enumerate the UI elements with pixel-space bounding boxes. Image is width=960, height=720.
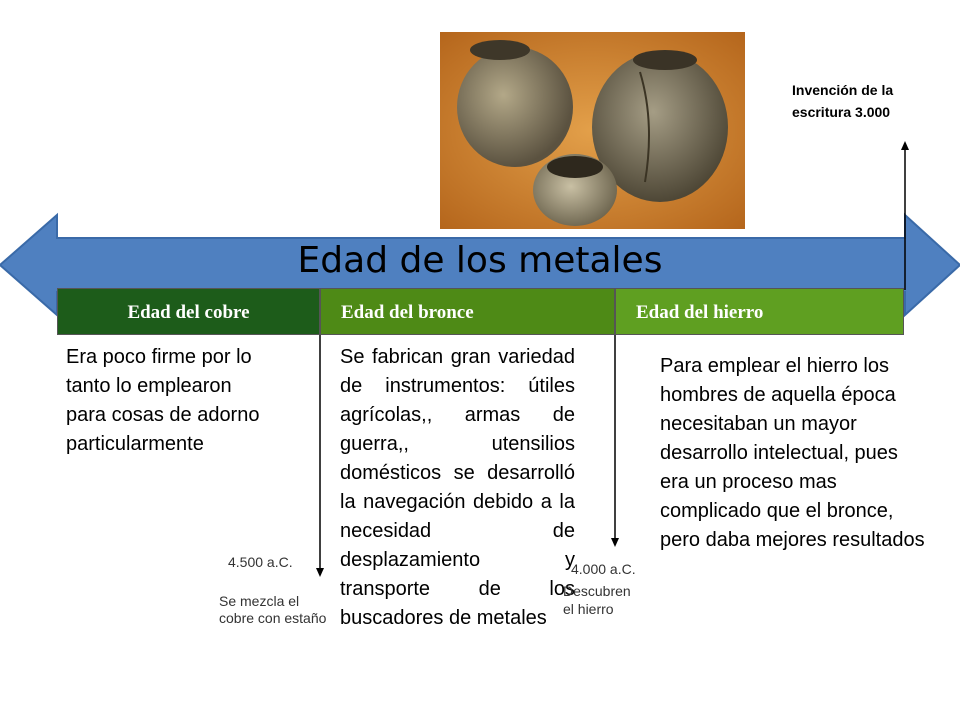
cobre-description: Era poco firme por lo tanto lo emplearon para cosas de adorno particularmente [66,346,260,455]
hierro-description: Para emplear el hierro los hombres de aquella época necesitaban un mayor desarrollo intelectual, pues era un proceso mas complicado que el bronce, pero daba mejores resultados [660,355,925,551]
pottery-photo [440,32,745,229]
hierro-note: Descubren el hierro [563,583,631,617]
hierro-marker-arrow [611,335,619,547]
band-edad-cobre: Edad del cobre [57,288,320,335]
bronce-date: 4.500 a.C. [228,554,293,570]
timeline-title: Edad de los metales [297,240,663,281]
bronce-description: Se fabrican gran variedad de instrumentos: útiles agrícolas,, armas de guerra,, utensilios domésticos se desarrolló la navegación debido a la necesidad de desplazamiento y transporte de los buscadores de metales [340,346,575,629]
bronce-marker-arrow [316,335,324,577]
hierro-date: 4.000 a.C. [571,561,636,577]
band-edad-hierro: Edad del hierro [615,288,904,335]
writing-invention-note: Invención de la escritura 3.000 [792,82,894,120]
band-edad-bronce: Edad del bronce [320,288,615,335]
bronce-note: Se mezcla el cobre con estaño [219,593,327,626]
